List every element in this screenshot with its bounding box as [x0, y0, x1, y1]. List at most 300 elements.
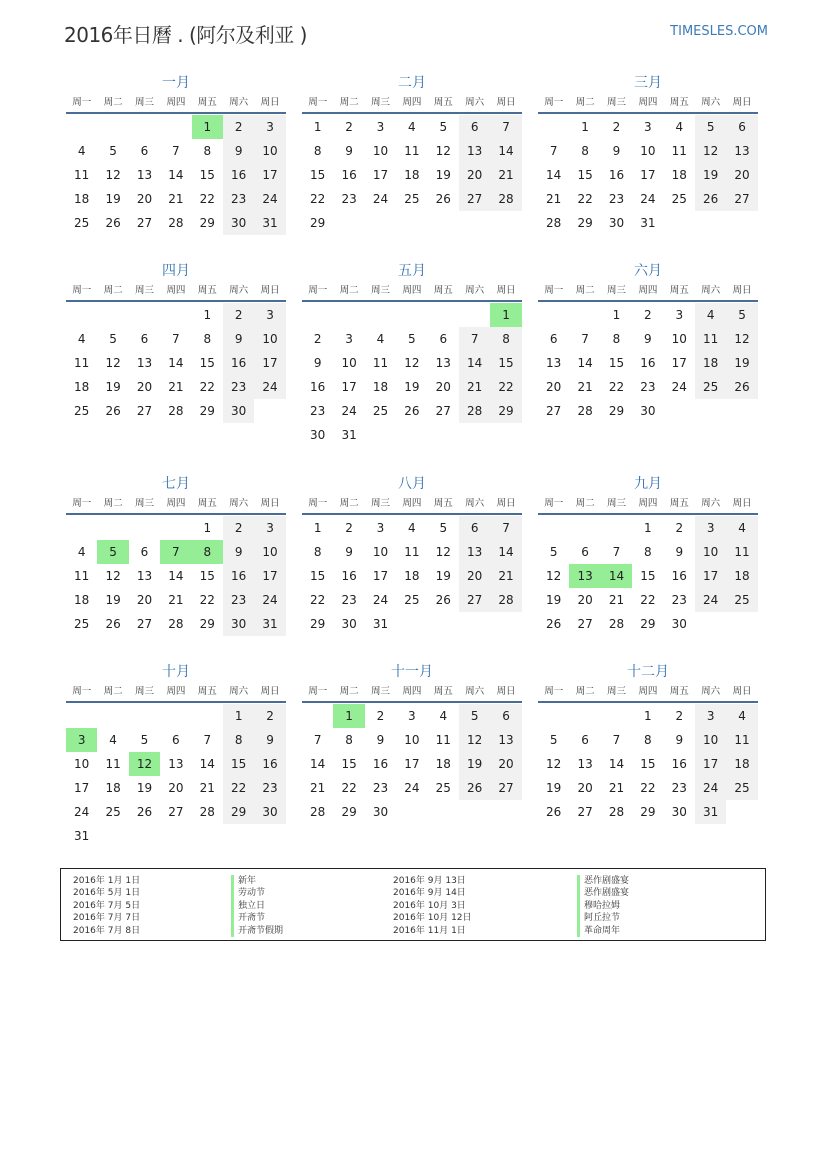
day-cell[interactable]: 15 [608, 356, 625, 370]
day-cell[interactable]: 20 [577, 781, 593, 795]
day-cell[interactable]: 19 [404, 380, 420, 394]
day-cell[interactable]: 27 [459, 187, 490, 211]
day-cell[interactable]: 28 [608, 617, 625, 631]
day-cell[interactable]: 31 [640, 216, 656, 230]
day-cell[interactable]: 10 [372, 545, 389, 559]
day-cell[interactable]: 25 [74, 216, 90, 230]
day-cell[interactable]: 17 [640, 168, 656, 182]
holiday-day-cell[interactable]: 5 [97, 540, 128, 564]
day-cell[interactable]: 27 [459, 588, 490, 612]
day-cell[interactable]: 2 [376, 709, 385, 723]
day-cell[interactable]: 6 [459, 516, 490, 540]
day-cell[interactable]: 16 [608, 168, 625, 182]
day-cell[interactable]: 5 [439, 120, 448, 134]
day-cell[interactable]: 27 [577, 805, 593, 819]
day-cell[interactable]: 27 [168, 805, 184, 819]
day-cell[interactable]: 24 [254, 375, 285, 399]
holiday-day-cell[interactable]: 3 [66, 728, 97, 752]
day-cell[interactable]: 13 [136, 569, 153, 583]
day-cell[interactable]: 7 [172, 144, 180, 158]
day-cell[interactable]: 28 [459, 399, 490, 423]
day-cell[interactable]: 16 [640, 356, 656, 370]
day-cell[interactable]: 30 [640, 404, 656, 418]
day-cell[interactable]: 17 [254, 351, 285, 375]
day-cell[interactable]: 21 [490, 163, 521, 187]
day-cell[interactable]: 18 [404, 168, 420, 182]
day-cell[interactable]: 23 [671, 781, 687, 795]
day-cell[interactable]: 20 [435, 380, 451, 394]
day-cell[interactable]: 27 [546, 404, 562, 418]
day-cell[interactable]: 13 [459, 540, 490, 564]
day-cell[interactable]: 12 [105, 569, 121, 583]
day-cell[interactable]: 6 [581, 733, 589, 747]
day-cell[interactable]: 11 [74, 569, 90, 583]
day-cell[interactable]: 9 [313, 356, 322, 370]
day-cell[interactable]: 14 [199, 757, 215, 771]
day-cell[interactable]: 27 [577, 617, 593, 631]
day-cell[interactable]: 8 [223, 728, 254, 752]
day-cell[interactable]: 27 [726, 187, 757, 211]
day-cell[interactable]: 7 [490, 516, 521, 540]
day-cell[interactable]: 7 [581, 332, 589, 346]
day-cell[interactable]: 20 [726, 163, 757, 187]
day-cell[interactable]: 15 [223, 752, 254, 776]
day-cell[interactable]: 24 [640, 192, 656, 206]
day-cell[interactable]: 12 [546, 569, 562, 583]
day-cell[interactable]: 2 [675, 521, 684, 535]
day-cell[interactable]: 21 [608, 593, 625, 607]
day-cell[interactable]: 9 [345, 545, 353, 559]
day-cell[interactable]: 17 [74, 781, 90, 795]
day-cell[interactable]: 26 [435, 192, 451, 206]
day-cell[interactable]: 23 [223, 588, 254, 612]
day-cell[interactable]: 6 [726, 115, 757, 139]
day-cell[interactable]: 13 [168, 757, 184, 771]
day-cell[interactable]: 3 [345, 332, 353, 346]
day-cell[interactable]: 28 [490, 588, 521, 612]
day-cell[interactable]: 7 [203, 733, 212, 747]
day-cell[interactable]: 29 [199, 216, 215, 230]
day-cell[interactable]: 15 [490, 351, 521, 375]
day-cell[interactable]: 24 [695, 588, 726, 612]
day-cell[interactable]: 13 [726, 139, 757, 163]
day-cell[interactable]: 1 [581, 120, 589, 134]
day-cell[interactable]: 4 [109, 733, 117, 747]
day-cell[interactable]: 28 [490, 187, 521, 211]
day-cell[interactable]: 18 [74, 380, 90, 394]
day-cell[interactable]: 17 [671, 356, 687, 370]
day-cell[interactable]: 30 [223, 612, 254, 636]
day-cell[interactable]: 18 [726, 564, 757, 588]
day-cell[interactable]: 30 [608, 216, 625, 230]
day-cell[interactable]: 27 [435, 404, 451, 418]
day-cell[interactable]: 12 [435, 144, 451, 158]
day-cell[interactable]: 2 [675, 709, 684, 723]
day-cell[interactable]: 3 [644, 120, 652, 134]
day-cell[interactable]: 11 [105, 757, 121, 771]
day-cell[interactable]: 29 [199, 404, 215, 418]
day-cell[interactable]: 2 [313, 332, 322, 346]
day-cell[interactable]: 22 [199, 593, 215, 607]
day-cell[interactable]: 18 [372, 380, 389, 394]
day-cell[interactable]: 29 [341, 805, 357, 819]
day-cell[interactable]: 20 [546, 380, 562, 394]
day-cell[interactable]: 12 [105, 356, 121, 370]
day-cell[interactable]: 27 [136, 216, 153, 230]
day-cell[interactable]: 23 [223, 375, 254, 399]
day-cell[interactable]: 22 [640, 593, 656, 607]
day-cell[interactable]: 14 [168, 569, 184, 583]
day-cell[interactable]: 28 [168, 216, 184, 230]
day-cell[interactable]: 11 [404, 144, 420, 158]
day-cell[interactable]: 5 [408, 332, 416, 346]
day-cell[interactable]: 28 [608, 805, 625, 819]
day-cell[interactable]: 19 [546, 593, 562, 607]
day-cell[interactable]: 6 [172, 733, 180, 747]
day-cell[interactable]: 26 [546, 805, 562, 819]
day-cell[interactable]: 1 [223, 704, 254, 728]
holiday-day-cell[interactable]: 1 [192, 115, 223, 139]
day-cell[interactable]: 13 [136, 356, 153, 370]
day-cell[interactable]: 15 [199, 356, 215, 370]
day-cell[interactable]: 15 [199, 569, 215, 583]
day-cell[interactable]: 2 [612, 120, 621, 134]
day-cell[interactable]: 23 [341, 192, 357, 206]
day-cell[interactable]: 16 [254, 752, 285, 776]
day-cell[interactable]: 1 [644, 521, 652, 535]
day-cell[interactable]: 25 [404, 192, 420, 206]
day-cell[interactable]: 9 [644, 332, 652, 346]
day-cell[interactable]: 31 [695, 800, 726, 824]
day-cell[interactable]: 4 [77, 144, 86, 158]
day-cell[interactable]: 29 [223, 800, 254, 824]
day-cell[interactable]: 26 [435, 593, 451, 607]
day-cell[interactable]: 25 [726, 588, 757, 612]
day-cell[interactable]: 29 [577, 216, 593, 230]
day-cell[interactable]: 11 [404, 545, 420, 559]
day-cell[interactable]: 25 [695, 375, 726, 399]
day-cell[interactable]: 10 [695, 728, 726, 752]
day-cell[interactable]: 8 [313, 545, 322, 559]
day-cell[interactable]: 29 [199, 617, 215, 631]
day-cell[interactable]: 21 [459, 375, 490, 399]
holiday-day-cell[interactable]: 8 [192, 540, 223, 564]
day-cell[interactable]: 21 [168, 192, 184, 206]
day-cell[interactable]: 19 [435, 168, 451, 182]
day-cell[interactable]: 19 [695, 163, 726, 187]
day-cell[interactable]: 7 [490, 115, 521, 139]
day-cell[interactable]: 20 [136, 593, 153, 607]
day-cell[interactable]: 21 [168, 593, 184, 607]
day-cell[interactable]: 24 [695, 776, 726, 800]
day-cell[interactable]: 5 [459, 704, 490, 728]
day-cell[interactable]: 1 [313, 521, 322, 535]
day-cell[interactable]: 5 [549, 545, 558, 559]
day-cell[interactable]: 29 [310, 617, 326, 631]
day-cell[interactable]: 24 [671, 380, 687, 394]
day-cell[interactable]: 16 [372, 757, 389, 771]
day-cell[interactable]: 17 [254, 163, 285, 187]
day-cell[interactable]: 10 [404, 733, 420, 747]
day-cell[interactable]: 22 [341, 781, 357, 795]
day-cell[interactable]: 10 [341, 356, 357, 370]
day-cell[interactable]: 6 [140, 545, 149, 559]
day-cell[interactable]: 22 [199, 192, 215, 206]
day-cell[interactable]: 6 [549, 332, 558, 346]
day-cell[interactable]: 8 [313, 144, 322, 158]
day-cell[interactable]: 14 [490, 139, 521, 163]
day-cell[interactable]: 18 [74, 593, 90, 607]
day-cell[interactable]: 4 [695, 303, 726, 327]
day-cell[interactable]: 16 [341, 569, 357, 583]
day-cell[interactable]: 22 [223, 776, 254, 800]
day-cell[interactable]: 9 [675, 545, 684, 559]
day-cell[interactable]: 1 [203, 308, 212, 322]
day-cell[interactable]: 3 [254, 303, 285, 327]
day-cell[interactable]: 4 [726, 704, 757, 728]
day-cell[interactable]: 26 [459, 776, 490, 800]
day-cell[interactable]: 19 [435, 569, 451, 583]
day-cell[interactable]: 3 [695, 516, 726, 540]
day-cell[interactable]: 22 [490, 375, 521, 399]
site-brand-link[interactable]: TIMESLES.COM [670, 24, 768, 39]
day-cell[interactable]: 11 [671, 144, 687, 158]
day-cell[interactable]: 6 [581, 545, 589, 559]
day-cell[interactable]: 26 [404, 404, 420, 418]
day-cell[interactable]: 14 [168, 356, 184, 370]
day-cell[interactable]: 20 [577, 593, 593, 607]
day-cell[interactable]: 3 [254, 516, 285, 540]
day-cell[interactable]: 10 [254, 139, 285, 163]
day-cell[interactable]: 21 [546, 192, 562, 206]
day-cell[interactable]: 23 [341, 593, 357, 607]
day-cell[interactable]: 25 [105, 805, 121, 819]
day-cell[interactable]: 12 [459, 728, 490, 752]
day-cell[interactable]: 8 [490, 327, 521, 351]
day-cell[interactable]: 24 [341, 404, 357, 418]
day-cell[interactable]: 30 [372, 805, 389, 819]
day-cell[interactable]: 22 [199, 380, 215, 394]
day-cell[interactable]: 4 [77, 332, 86, 346]
day-cell[interactable]: 15 [640, 569, 656, 583]
day-cell[interactable]: 26 [105, 216, 121, 230]
day-cell[interactable]: 1 [203, 521, 212, 535]
day-cell[interactable]: 4 [408, 521, 416, 535]
day-cell[interactable]: 31 [254, 612, 285, 636]
day-cell[interactable]: 11 [435, 733, 451, 747]
day-cell[interactable]: 3 [254, 115, 285, 139]
day-cell[interactable]: 5 [109, 332, 117, 346]
day-cell[interactable]: 16 [671, 757, 687, 771]
day-cell[interactable]: 19 [105, 593, 121, 607]
day-cell[interactable]: 2 [254, 704, 285, 728]
day-cell[interactable]: 21 [199, 781, 215, 795]
day-cell[interactable]: 4 [675, 120, 684, 134]
day-cell[interactable]: 20 [168, 781, 184, 795]
day-cell[interactable]: 15 [310, 569, 326, 583]
day-cell[interactable]: 12 [404, 356, 420, 370]
day-cell[interactable]: 7 [549, 144, 558, 158]
day-cell[interactable]: 31 [254, 211, 285, 235]
day-cell[interactable]: 12 [105, 168, 121, 182]
day-cell[interactable]: 1 [612, 308, 621, 322]
day-cell[interactable]: 3 [408, 709, 416, 723]
day-cell[interactable]: 6 [490, 704, 521, 728]
day-cell[interactable]: 21 [168, 380, 184, 394]
day-cell[interactable]: 20 [459, 564, 490, 588]
day-cell[interactable]: 16 [671, 569, 687, 583]
day-cell[interactable]: 7 [172, 332, 180, 346]
day-cell[interactable]: 16 [223, 163, 254, 187]
day-cell[interactable]: 2 [345, 521, 353, 535]
day-cell[interactable]: 14 [490, 540, 521, 564]
day-cell[interactable]: 11 [372, 356, 389, 370]
day-cell[interactable]: 12 [435, 545, 451, 559]
day-cell[interactable]: 26 [105, 404, 121, 418]
day-cell[interactable]: 30 [254, 800, 285, 824]
day-cell[interactable]: 3 [376, 120, 385, 134]
day-cell[interactable]: 17 [695, 752, 726, 776]
day-cell[interactable]: 5 [549, 733, 558, 747]
day-cell[interactable]: 31 [372, 617, 389, 631]
day-cell[interactable]: 10 [640, 144, 656, 158]
day-cell[interactable]: 28 [546, 216, 562, 230]
day-cell[interactable]: 23 [640, 380, 656, 394]
day-cell[interactable]: 5 [140, 733, 149, 747]
day-cell[interactable]: 14 [310, 757, 326, 771]
day-cell[interactable]: 13 [490, 728, 521, 752]
day-cell[interactable]: 5 [439, 521, 448, 535]
day-cell[interactable]: 7 [612, 733, 621, 747]
day-cell[interactable]: 2 [223, 303, 254, 327]
day-cell[interactable]: 13 [136, 168, 153, 182]
day-cell[interactable]: 8 [203, 332, 212, 346]
day-cell[interactable]: 17 [695, 564, 726, 588]
day-cell[interactable]: 9 [612, 144, 621, 158]
day-cell[interactable]: 26 [695, 187, 726, 211]
day-cell[interactable]: 9 [254, 728, 285, 752]
day-cell[interactable]: 5 [695, 115, 726, 139]
day-cell[interactable]: 15 [577, 168, 593, 182]
day-cell[interactable]: 10 [254, 327, 285, 351]
day-cell[interactable]: 21 [310, 781, 326, 795]
day-cell[interactable]: 25 [671, 192, 687, 206]
day-cell[interactable]: 20 [459, 163, 490, 187]
day-cell[interactable]: 2 [223, 115, 254, 139]
day-cell[interactable]: 27 [136, 404, 153, 418]
day-cell[interactable]: 26 [136, 805, 153, 819]
day-cell[interactable]: 6 [140, 332, 149, 346]
day-cell[interactable]: 30 [671, 617, 687, 631]
day-cell[interactable]: 28 [310, 805, 326, 819]
day-cell[interactable]: 16 [223, 351, 254, 375]
day-cell[interactable]: 4 [726, 516, 757, 540]
day-cell[interactable]: 19 [546, 781, 562, 795]
day-cell[interactable]: 18 [105, 781, 121, 795]
day-cell[interactable]: 21 [608, 781, 625, 795]
day-cell[interactable]: 9 [675, 733, 684, 747]
day-cell[interactable]: 22 [310, 192, 326, 206]
day-cell[interactable]: 14 [546, 168, 562, 182]
day-cell[interactable]: 14 [608, 757, 625, 771]
day-cell[interactable]: 9 [223, 540, 254, 564]
day-cell[interactable]: 25 [74, 404, 90, 418]
day-cell[interactable]: 7 [459, 327, 490, 351]
day-cell[interactable]: 28 [199, 805, 215, 819]
day-cell[interactable]: 16 [341, 168, 357, 182]
day-cell[interactable]: 13 [435, 356, 451, 370]
day-cell[interactable]: 5 [109, 144, 117, 158]
day-cell[interactable]: 6 [459, 115, 490, 139]
holiday-day-cell[interactable]: 13 [569, 564, 600, 588]
day-cell[interactable]: 22 [640, 781, 656, 795]
day-cell[interactable]: 8 [612, 332, 621, 346]
day-cell[interactable]: 10 [671, 332, 687, 346]
day-cell[interactable]: 13 [459, 139, 490, 163]
holiday-day-cell[interactable]: 1 [333, 704, 364, 728]
day-cell[interactable]: 10 [74, 757, 90, 771]
day-cell[interactable]: 3 [675, 308, 684, 322]
day-cell[interactable]: 15 [310, 168, 326, 182]
day-cell[interactable]: 17 [254, 564, 285, 588]
day-cell[interactable]: 9 [376, 733, 385, 747]
holiday-day-cell[interactable]: 7 [160, 540, 191, 564]
day-cell[interactable]: 18 [695, 351, 726, 375]
day-cell[interactable]: 14 [459, 351, 490, 375]
day-cell[interactable]: 24 [74, 805, 90, 819]
day-cell[interactable]: 11 [695, 327, 726, 351]
day-cell[interactable]: 7 [313, 733, 322, 747]
day-cell[interactable]: 23 [372, 781, 389, 795]
day-cell[interactable]: 20 [490, 752, 521, 776]
day-cell[interactable]: 15 [341, 757, 357, 771]
day-cell[interactable]: 11 [726, 728, 757, 752]
holiday-day-cell[interactable]: 12 [129, 752, 160, 776]
day-cell[interactable]: 4 [376, 332, 385, 346]
day-cell[interactable]: 16 [310, 380, 326, 394]
day-cell[interactable]: 30 [223, 399, 254, 423]
day-cell[interactable]: 3 [695, 704, 726, 728]
day-cell[interactable]: 28 [168, 404, 184, 418]
day-cell[interactable]: 23 [608, 192, 625, 206]
day-cell[interactable]: 12 [726, 327, 757, 351]
day-cell[interactable]: 1 [313, 120, 322, 134]
day-cell[interactable]: 28 [168, 617, 184, 631]
day-cell[interactable]: 12 [546, 757, 562, 771]
holiday-day-cell[interactable]: 14 [601, 564, 632, 588]
day-cell[interactable]: 24 [372, 192, 389, 206]
day-cell[interactable]: 3 [376, 521, 385, 535]
day-cell[interactable]: 29 [310, 216, 326, 230]
day-cell[interactable]: 4 [439, 709, 448, 723]
day-cell[interactable]: 6 [140, 144, 149, 158]
day-cell[interactable]: 22 [608, 380, 625, 394]
day-cell[interactable]: 26 [546, 617, 562, 631]
day-cell[interactable]: 18 [74, 192, 90, 206]
day-cell[interactable]: 9 [223, 139, 254, 163]
day-cell[interactable]: 29 [608, 404, 625, 418]
day-cell[interactable]: 25 [435, 781, 451, 795]
day-cell[interactable]: 30 [671, 805, 687, 819]
day-cell[interactable]: 2 [345, 120, 353, 134]
day-cell[interactable]: 10 [372, 144, 389, 158]
day-cell[interactable]: 24 [404, 781, 420, 795]
day-cell[interactable]: 21 [490, 564, 521, 588]
day-cell[interactable]: 8 [581, 144, 589, 158]
day-cell[interactable]: 23 [310, 404, 326, 418]
day-cell[interactable]: 30 [341, 617, 357, 631]
day-cell[interactable]: 30 [310, 428, 326, 442]
